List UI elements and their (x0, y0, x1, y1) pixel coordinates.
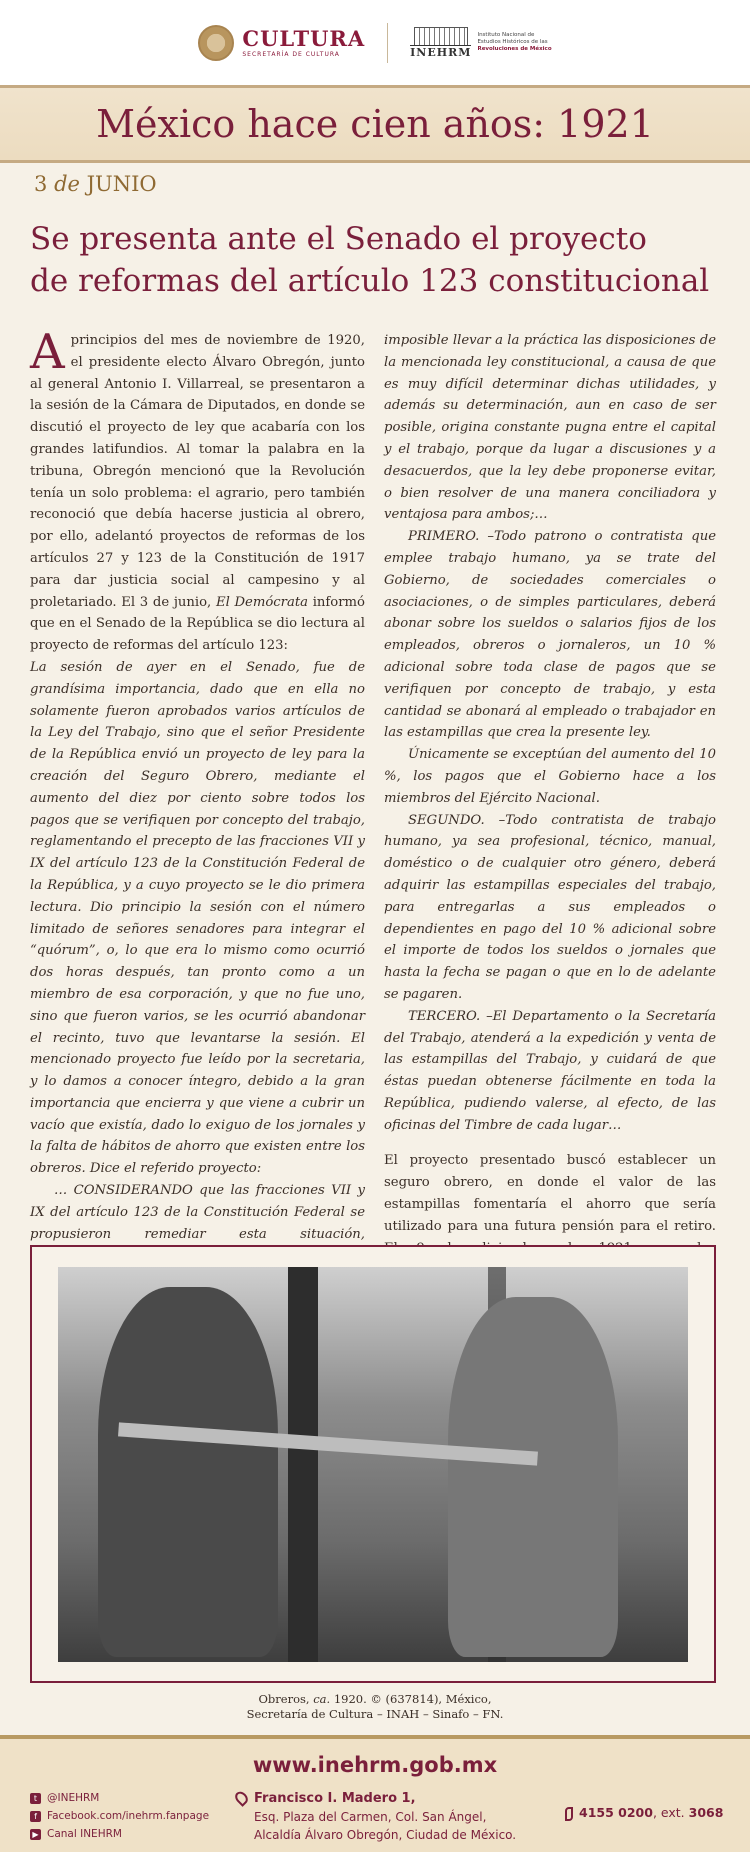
social-links (30, 1789, 209, 1843)
drop-cap: A (30, 324, 65, 380)
article-column-left (30, 324, 365, 1311)
eagle-seal-icon (198, 25, 234, 61)
cultura-name: CULTURA (242, 25, 366, 51)
quote-paragraph-7: TERCERO. –El Departamento o la Secretaría del Trabajo, atenderá a la expedición y venta de las estampillas del Trabajo, y cuidará de que éstas puedan obtenerse fácilmente en toda la República, pudiendo valerse, al efecto, de las oficinas del Timbre de cada lugar… (384, 1008, 716, 1133)
header (0, 0, 750, 85)
phone-icon (565, 1807, 573, 1821)
footer (0, 1735, 750, 1852)
inehrm-logo[interactable] (410, 27, 551, 59)
quote-paragraph-2: … CONSIDERANDO que las fracciones VII y IX del artículo 123 de la Constitución Federal se propusieron remediar esta situación, (30, 1183, 365, 1242)
headline-line2: de reformas del artículo 123 constitucional (30, 263, 710, 299)
page-title: México hace cien años: 1921 (96, 102, 654, 146)
article-column-right (384, 330, 716, 1325)
worker-left (98, 1287, 278, 1657)
photo-caption: Obreros, ca. 1920. © (637814), México, Secretaría de Cultura – INAH – Sinafo – FN. (246, 1692, 504, 1721)
location-pin-icon (233, 1789, 251, 1807)
facebook-link[interactable]: f Facebook.com/inehrm.fanpage (30, 1807, 209, 1825)
article-paragraph-1: Aprincipios del mes de noviembre de 1920, el presidente electo Álvaro Obregón, junto al general Antonio I. Villarreal, se presentaron a la sesión de la Cámara de Diputados, en donde se discutió el proyecto de ley que acabaría con los grandes latifundios. Al tomar la palabra en la tribuna, Obregón mencionó que la Revolución tenía un solo problema: el agrario, pero también reconoció que debía hacerse justicia al obrero, por ello, adelantó proyectos de reformas de los artículos 27 y 123 de la Constitución de 1917 para dar justicia social al campesino y al proletariado. El 3 de junio, El Demócrata informó que en el Senado de la República se dio lectura al proyecto de reformas del artículo 123: (30, 324, 365, 654)
quote-paragraph-5: Únicamente se exceptúan del aumento del 10 %, los pagos que el Gobierno hace a los miembros del Ejército Nacional. (384, 747, 716, 806)
title-banner (0, 85, 750, 163)
twitter-link[interactable]: t @INEHRM (30, 1789, 209, 1807)
inehrm-line2: Estudios Históricos de las (477, 39, 548, 46)
youtube-link[interactable]: ▶ Canal INEHRM (30, 1825, 209, 1843)
article-paragraph-2: El proyecto presentado buscó establecer un seguro obrero, en donde el valor de las estampillas fomentaría el ahorro que sería utilizado para una futura pensión para el retiro. (384, 1153, 716, 1234)
inehrm-word: INEHRM (410, 45, 472, 59)
website-link[interactable]: www.inehrm.gob.mx (252, 1753, 498, 1777)
quote-paragraph-6: SEGUNDO. –Todo contratista de trabajo humano, ya sea profesional, técnico, manual, doméstico o de cualquier otro género, deberá adquirir las estampillas especiales del trabajo, para entregarlas a sus empleados o dependientes en pago del 10 % adicional sobre el importe de todos los sueldos o jornales que hasta la fecha se pagan o que en lo de adelante se pagaren. (384, 812, 716, 1002)
photo-frame (30, 1245, 716, 1683)
cultura-subtitle: SECRETARÍA DE CULTURA (242, 50, 340, 58)
quote-paragraph-3: imposible llevar a la práctica las disposiciones de la mencionada ley constitucional, a causa de que es muy difícil determinar dichas utilidades, y además su determinación, aun en caso de ser posible, origina constante pugna entre el capital y el trabajo, porque da lugar a discusiones y a desacuerdos, que la ley debe proponerse evitar, o bien resolver de una manera conciliadora y ventajosa para ambos;… (384, 333, 716, 523)
article-headline (30, 218, 720, 302)
twitter-icon: t (30, 1793, 41, 1804)
date-month: JUNIO (86, 172, 157, 196)
cultura-logo[interactable] (198, 25, 365, 61)
quote-paragraph-4: PRIMERO. –Todo patrono o contratista que emplee trabajo humano, ya se trate del Gobierno, de sociedades comerciales o asociaciones, o de simples particulares, deberá abonar sobre los sueldos o salarios fijos de los empleados, obreros o jornaleros, un 10 % adicional sobre toda clase de pagos que se verifiquen por concepto de trabajo, y esta cantidad se abonará al empleado o trabajador en las estampillas que crea la presente ley. (384, 529, 716, 741)
date-de: de (54, 172, 80, 196)
building-icon (414, 27, 468, 45)
worker-right (448, 1297, 618, 1657)
date-day: 3 (34, 172, 48, 196)
address: Francisco I. Madero 1, Esq. Plaza del Carmen, Col. San Ángel, Alcaldía Álvaro Obregón, Ciudad de México. (254, 1789, 516, 1844)
inehrm-line1: Instituto Nacional de (477, 32, 535, 39)
phone-number[interactable]: 4155 0200, ext. 3068 (565, 1805, 723, 1821)
publication-date (34, 172, 157, 196)
facebook-icon: f (30, 1811, 41, 1822)
inehrm-line3: Revoluciones de México (477, 45, 552, 52)
logo-divider (387, 23, 388, 63)
quote-paragraph-1: La sesión de ayer en el Senado, fue de grandísima importancia, dado que en ella no solamente fueron aprobados varios artículos de la Ley del Trabajo, sino que el señor Presidente de la República envió un proyecto de ley para la creación del Seguro Obrero, mediante el aumento del diez por ciento sobre todos los pagos que se verifiquen por concepto del trabajo, reglamentando el precepto de las fracciones VII y IX del artículo 123 de la Constitución Federal de la República, y a cuyo proyecto se le dio primera lectura. Dio principio la sesión con el número limitado de señores senadores para integrar el “quórum”, o, lo que era lo mismo como ocurrió dos horas después, tan pronto como a un miembro de esa corporación, y que no fue uno, sino que fueron varios, se les ocurrió abandonar el recinto, tuvo que levantarse la sesión. El mencionado proyecto fue leído por la secretaria, y lo damos a conocer íntegro, debido a la gran importancia que encierra y que viene a cubrir un vacío que existía, dado lo exiguo de los jornales y la falta de hábitos de ahorro que existen entre los obreros. Dice el referido proyecto: (30, 659, 365, 1177)
headline-line1: Se presenta ante el Senado el proyecto (30, 221, 647, 257)
workers-photo[interactable] (58, 1267, 688, 1662)
newspaper-name: El Demócrata (215, 594, 309, 610)
youtube-icon: ▶ (30, 1829, 41, 1840)
